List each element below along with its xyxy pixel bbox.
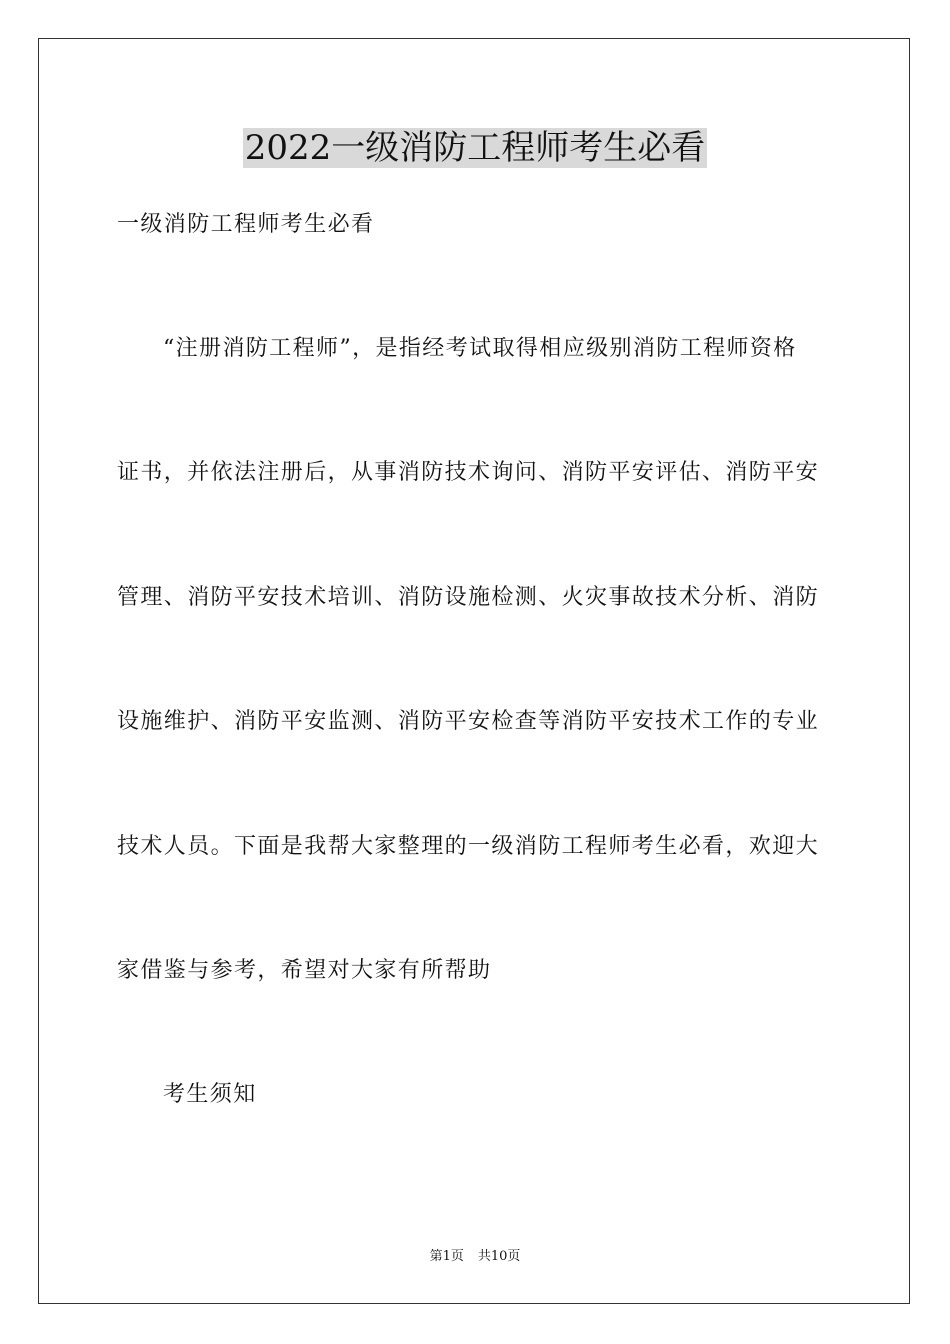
section-heading: 考生须知 [163,1082,257,1107]
page-number: 第1页 [429,1249,464,1264]
paragraph-line-4: 设施维护、消防平安监测、消防平安检查等消防平安技术工作的专业 [117,709,820,734]
paragraph-line-1: “注册消防工程师”，是指经考试取得相应级别消防工程师资格 [163,336,797,361]
page-total: 共10页 [477,1249,521,1264]
document-title [0,128,950,168]
paragraph-line-3: 管理、消防平安技术培训、消防设施检测、火灾事故技术分析、消防 [117,585,820,610]
paragraph-line-2: 证书，并依法注册后，从事消防技术询问、消防平安评估、消防平安 [117,460,820,485]
paragraph-line-6: 家借鉴与参考，希望对大家有所帮助 [117,958,492,983]
page-footer [0,1248,950,1266]
document-subtitle: 一级消防工程师考生必看 [117,212,375,237]
paragraph-line-5: 技术人员。下面是我帮大家整理的一级消防工程师考生必看，欢迎大 [117,834,820,859]
document-title-text: 2022一级消防工程师考生必看 [244,128,706,168]
